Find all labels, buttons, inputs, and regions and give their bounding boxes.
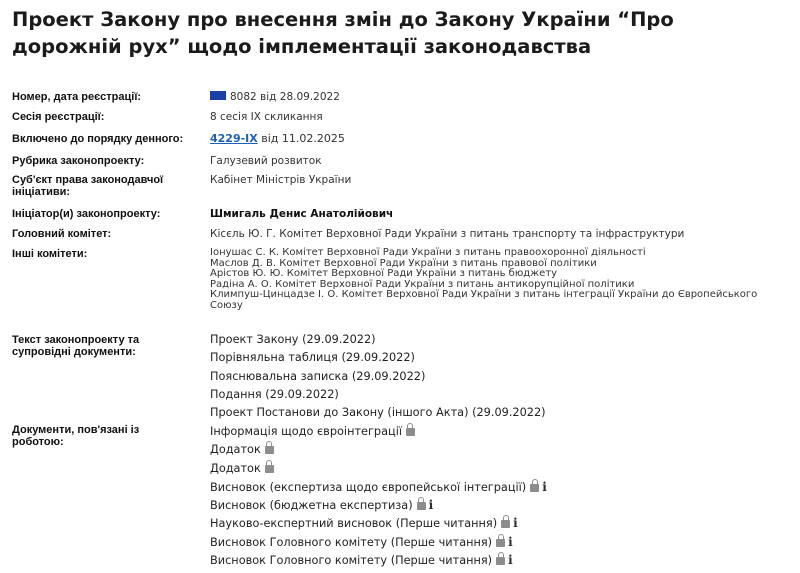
other-committees-list [210,248,790,311]
text-document-link[interactable]: Пояснювальна записка (29.09.2022) [210,369,426,383]
related-document-item [210,478,790,496]
registration-value [210,91,790,104]
info-icon[interactable]: i [428,498,434,513]
info-icon[interactable]: i [508,553,513,568]
lock-icon [501,520,510,528]
initiator-label: Ініціатор(и) законопроекту: [12,208,161,220]
lock-icon [406,428,415,436]
info-icon[interactable]: i [513,516,518,531]
info-icon[interactable]: i [542,479,547,494]
list-item: Арістов Ю. Ю. Комітет Верховної Ради України з питань бюджету [210,268,558,279]
agenda-label: Включено до порядку денного: [12,133,184,145]
session-label: Сесія реєстрації: [12,111,105,123]
list-item: Іонушас С. К. Комітет Верховної Ради України з питань правоохоронної діяльності [210,247,646,258]
related-document-item [210,460,790,478]
subject-label: Суб'єкт права законодавчої ініціативи: [12,174,164,198]
session-value: 8 сесія IX скликання [210,111,323,123]
lock-icon [265,465,274,473]
related-document-item [210,441,790,459]
related-document-link[interactable]: Інформація щодо євроінтеграції [210,425,402,438]
text-document-link[interactable]: Подання (29.09.2022) [210,387,339,401]
related-document-link[interactable]: Додаток [210,461,261,475]
related-documents-list [210,423,790,569]
text-document-link[interactable]: Проект Постанови до Закону (іншого Акта) (29.09.2022) [210,406,546,420]
subject-value: Кабінет Міністрів України [210,174,352,186]
related-document-link[interactable]: Висновок Головного комітету (Перше читання) [210,554,493,568]
related-document-item [210,496,790,514]
related-document-item [210,533,790,551]
agenda-value [210,133,790,146]
other-committees-label: Інші комітети: [12,248,88,260]
lock-icon [417,502,426,510]
agenda-date: від 11.02.2025 [257,132,345,145]
rubric-label: Рубрика законопроекту: [12,155,145,167]
list-item: Радіна А. О. Комітет Верховної Ради України з питань антикорупційної політики [210,278,635,290]
list-item: Климпуш-Цинцадзе І. О. Комітет Верховної Ради України з питань інтеграції України до Європейського [210,289,758,300]
text-documents-list [210,331,790,422]
list-item: Союзу [210,299,243,311]
related-documents-label: Документи, пов'язані із роботою: [12,424,140,448]
main-committee-value: Кісєль Ю. Г. Комітет Верховної Ради України з питань транспорту та інфраструктури [210,228,685,240]
related-document-item [210,514,790,532]
eu-flag-icon [210,91,226,100]
lock-icon [496,557,505,565]
initiator-value: Шмигаль Денис Анатолійович [210,208,394,220]
registration-number: 8082 від 28.09.2022 [230,91,340,103]
related-document-link[interactable]: Висновок (експертиза щодо європейської інтеграції) [210,480,527,494]
text-document-link[interactable]: Проект Закону (29.09.2022) [210,333,376,346]
related-document-item [210,551,790,569]
lock-icon [265,446,274,454]
text-documents-label: Текст законопроекту та супровідні документи: [12,334,140,358]
registration-label: Номер, дата реєстрації: [12,91,142,103]
rubric-value: Галузевий розвиток [210,155,322,167]
main-committee-label: Головний комітет: [12,228,112,240]
page-title: Проект Закону про внесення змін до Закону України “Про дорожній рух” щодо імплементації законодавства [12,8,674,58]
info-icon[interactable]: i [508,534,513,549]
related-document-link[interactable]: Висновок (бюджетна експертиза) [210,499,413,513]
related-document-link[interactable]: Додаток [210,443,261,457]
agenda-law-link[interactable]: 4229-IX [210,132,258,145]
lock-icon [530,484,539,492]
related-document-link[interactable]: Науково-експертний висновок (Перше читання) [210,517,498,531]
lock-icon [496,539,505,547]
related-document-item [210,423,790,441]
related-document-link[interactable]: Висновок Головного комітету (Перше читання) [210,535,493,549]
list-item: Маслов Д. В. Комітет Верховної Ради України з питань правової політики [210,257,597,269]
text-document-link[interactable]: Порівняльна таблиця (29.09.2022) [210,351,415,365]
